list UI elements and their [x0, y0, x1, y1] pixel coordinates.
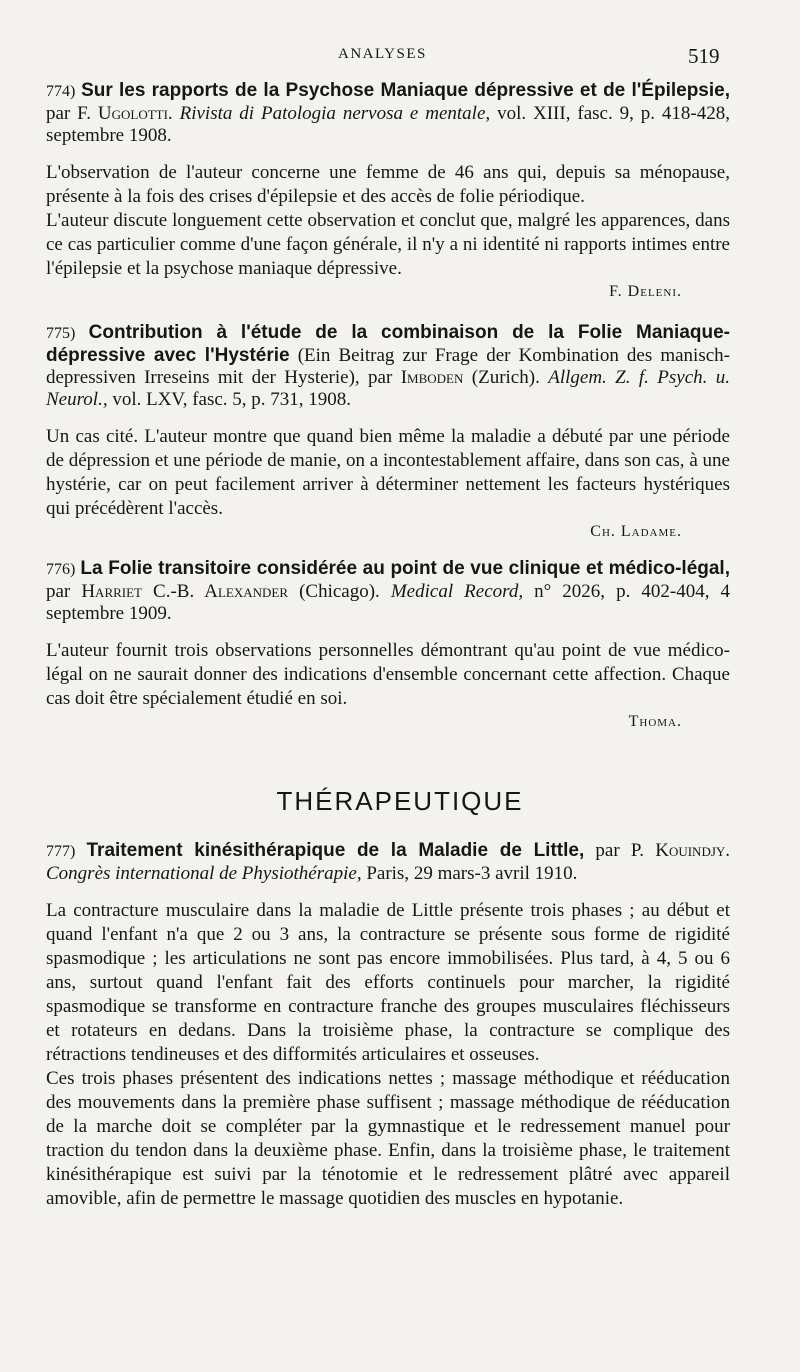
citation-author: Kouindjy.	[655, 840, 731, 861]
entry-number: 777)	[46, 843, 76, 860]
citation-pre: par	[46, 581, 71, 602]
paragraph: L'observation de l'auteur concerne une femme de 46 ans qui, depuis sa ménopause, présente à la fois des crises d'épilepsie et des accès de folie périodique.	[46, 162, 730, 207]
entry-title: La Folie transitoire considérée au point de vue clinique et médico-légal,	[80, 558, 730, 579]
citation-author: Imboden	[400, 367, 464, 388]
paragraph: La contracture musculaire dans la maladie de Little présente trois phases ; au début et quand l'enfant n'a que 2 ou 3 ans, la contracture se présente sous forme de rigidité spasmodique ; les articulations ne sont pas encore immobilisées. Plus tard, à 4, 5 ou 6 ans, surtout quand l'enfant fait des efforts continuels pour marcher, la rigidité spasmodique se transforme en contracture franche des groupes musculaires fléchisseurs et rotateurs en dedans. Dans la troisième phase, la contracture se complique des rétractions tendineuses et des difformités articulaires et osseuses.	[46, 900, 730, 1065]
page-number: 519	[688, 44, 720, 68]
abstract-775	[46, 322, 730, 541]
signature: Thoma.	[628, 713, 682, 730]
citation-journal: Congrès international de Physiothérapie,	[46, 863, 362, 884]
entry-number: 776)	[46, 561, 76, 578]
signature: F. Deleni.	[609, 283, 682, 300]
citation-author: Ugolotti.	[97, 103, 173, 124]
entry-number: 775)	[46, 325, 76, 342]
signature: Ch. Ladame.	[590, 523, 682, 540]
running-head-title: ANALYSES	[338, 46, 427, 62]
entry-title: Traitement kinésithérapique de la Maladie de Little,	[86, 840, 585, 861]
entry-number: 774)	[46, 83, 76, 100]
citation-pre: par F.	[46, 103, 91, 124]
running-head	[0, 44, 800, 68]
paragraph: Un cas cité. L'auteur montre que quand bien même la maladie a débuté par une période de dépression et une période de manie, on a incontestablement affaire, dans son cas, à une hystérie, car on peut facilement arriver à déterminer nettement les facteurs hystériques qui précédèrent l'accès.	[46, 426, 730, 519]
paragraph: L'auteur discute longuement cette observation et conclut que, malgré les apparences, dans ce cas particulier comme d'une façon générale, il n'y a ni identité ni rapports intimes entre l'épilepsie et la psychose maniaque dépressive.	[46, 210, 730, 279]
citation-pre: (Ein Beitrag zur Frage der Kombination des manisch-depressiven Irreseins mit der Hysterie), par	[46, 345, 730, 388]
entry-heading	[46, 840, 730, 885]
citation-details: vol. LXV, fasc. 5, p. 731, 1908.	[112, 389, 352, 410]
citation-details: n° 2026, p. 402-404, 4 septembre 1909.	[46, 581, 731, 624]
citation-mid: (Zurich).	[471, 367, 540, 388]
entry-title: Sur les rapports de la Psychose Maniaque dépressive et de l'Épilepsie,	[81, 80, 731, 101]
abstract-777	[46, 840, 730, 1211]
citation-journal: Rivista di Patologia nervosa e mentale,	[179, 103, 491, 124]
citation-journal: Allgem. Z. f. Psych. u. Neurol.,	[46, 367, 731, 410]
abstract-776	[46, 558, 730, 731]
section-title: THÉRAPEUTIQUE	[276, 786, 524, 816]
citation-journal: Medical Record,	[390, 581, 524, 602]
citation-details: Paris, 29 mars-3 avril 1910.	[366, 863, 578, 884]
entry-heading	[46, 322, 730, 411]
entry-title: Contribution à l'étude de la combinaison de la Folie Maniaque-dépressive avec l'Hystérie	[46, 322, 730, 366]
citation-mid: (Chicago).	[299, 581, 380, 602]
abstract-774	[46, 80, 730, 301]
paragraph: Ces trois phases présentent des indications nettes ; massage méthodique et rééducation des mouvements dans la première phase suffisent ; massage méthodique de rééducation de la marche doit se compléter par la gymnastique et le redressement manuel pour traction du tendon dans la deuxième phase. Enfin, dans la troisième phase, le traitement kinésithérapique est suivi par la ténotomie et le redressement plâtré avec appareil amovible, afin de permettre le massage quotidien des muscles en hypotanie.	[46, 1068, 730, 1209]
entry-heading	[46, 80, 730, 147]
citation-details: vol. XIII, fasc. 9, p. 418-428, septembre 1908.	[46, 103, 731, 146]
citation-author: Harriet C.-B. Alexander	[81, 581, 288, 602]
citation-pre: par P.	[595, 840, 645, 861]
paragraph: L'auteur fournit trois observations personnelles démontrant qu'au point de vue médico-légal on ne saurait donner des indications d'ensemble concernant cette affection. Chaque cas doit être spécialement étudié en soi.	[46, 640, 730, 709]
entry-heading	[46, 558, 730, 625]
